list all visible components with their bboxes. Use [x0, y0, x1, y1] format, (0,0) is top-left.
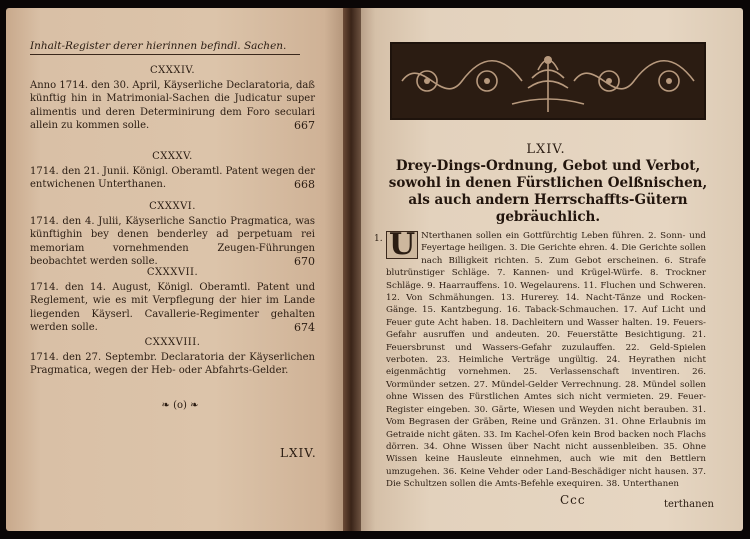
catchword-right: terthanen: [664, 499, 714, 510]
entry-text: 1714. den 14. August, Königl. Oberamtl. Patent und Reglement, wie es mit Verpflegung der hier im Lande liegenden Käyserl. Cavallerie-Regimenter gehalten werden solle.: [30, 282, 315, 333]
running-head: Inhalt-Register derer hierinnen befindl. Sachen.: [30, 40, 300, 55]
ornament: ❧ (o) ❧: [161, 400, 199, 411]
entry-number: CXXXVIII.: [144, 337, 201, 348]
register-entry: [30, 266, 315, 334]
signature-mark: Ccc: [560, 493, 586, 507]
decorative-headpiece: [390, 42, 706, 120]
entry-page: 668: [294, 178, 315, 192]
entry-text: 1714. den 27. Septembr. Declaratoria der Käyserlichen Pragmatica, wegen der Heb- oder Abfahrts-Gelder.: [30, 352, 315, 377]
entry-page: 667: [294, 118, 315, 132]
entry-text: 1714. den 21. Junii. Königl. Oberamtl. Patent wegen der entwichenen Unterthanen.: [30, 166, 315, 191]
entry-text: Anno 1714. den 30. April, Käyserliche Declaratoria, daß künftig hin in Matrimonial-Sachen die Judicatur super alimentis und deren Determinirung dem Foro seculari allein zu kommen solle.: [30, 80, 315, 131]
register-entry: [30, 64, 315, 132]
body-paragraph: Nterthanen sollen ein Gottfürchtig Leben führen. 2. Sonn- und Feyertage heiligen. 3. Die Gerichte ehren. 4. Die Gerichte sollen nach Billigkeit richten. 5. Zum Gebot erscheinen. 6. Strafe blutrünstiger Schläge. 7. Kannen- und Krügel-Würfe. 8. Trockner Schläge. 9. Haarrauffens. 10. Wegelaurens. 11. Fluchen und Schweren. 12. Von Schmähungen. 13. Hurerey. 14. Nacht-Tänze und Rocken-Gänge. 15. Kantzbegung. 16. Taback-Schmauchen. 17. Auf Licht und Feuer gute Acht haben. 18. Dachleitern und Wasser halten. 19. Feuers-Gefahr ausruffen und andeuten. 20. Feuerstätte Besichtigung. 21. Feuersbrunst und Wassers-Gefahr zuzulauffen. 22. Geld-Spielen verboten. 23. Heimliche Verträge ungültig. 24. Heyrathen nicht eigenmächtig vornehmen. 25. Verlassenschaft inventiren. 26. Vormünder setzen. 27. Mündel-Gelder Verrechnung. 28. Mündel sollen ohne Wissen des Fürstlichen Amtes sich nicht vermieten. 29. Feuer-Register eingeben. 30. Gärte, Wiesen und Weyden nicht berauben. 31. Vom Begrasen der Gräben, Reine und Gränzen. 31. Ohne Erlaubnis im Getraide nicht gäten. 33. Im Kachel-Ofen kein Brod backen noch Flachs dörren. 34. Ohne Wissen über Nacht nicht aussenbleiben. 35. Ohne Wissen keine Hausleute einnehmen, auch wie mit den Bettlern umzugehen. 36. Keine Vehder oder Land-Beschädiger nicht hausen. 37. Die Schultzen sollen die Amts-Befehle exequiren. 38. Unterthanen: [386, 231, 706, 490]
entry-number: CXXXVII.: [146, 267, 199, 278]
entry-page: 670: [294, 254, 315, 268]
entry-number: CXXXV.: [152, 151, 193, 162]
entry-number: CXXXVI.: [149, 201, 196, 212]
entry-number: CXXXIV.: [149, 65, 196, 76]
entry-page: 674: [294, 320, 315, 334]
chapter-title: Drey-Dings-Ordnung, Gebot und Verbot, sowohl in denen Fürstlichen Oelßnischen, als auch andern Herrschaffts-Gütern gebräuchlich.: [388, 158, 708, 225]
entry-text: 1714. den 4. Julii, Käyserliche Sanctio Pragmatica, was künftighin bey denen benderley ad perpetuam rei memoriam vornehmenden Zeugen-Führungen beobachtet werden solle.: [30, 216, 315, 267]
register-entry: [30, 200, 315, 268]
book-spine: [343, 8, 361, 531]
register-entry: [30, 336, 315, 378]
chapter-number: LXIV.: [526, 142, 566, 157]
body-text: [386, 227, 706, 491]
catchword-left: LXIV.: [280, 446, 317, 460]
margin-number: 1.: [374, 234, 383, 244]
register-entry: [30, 150, 315, 192]
drop-cap: U: [386, 231, 418, 259]
